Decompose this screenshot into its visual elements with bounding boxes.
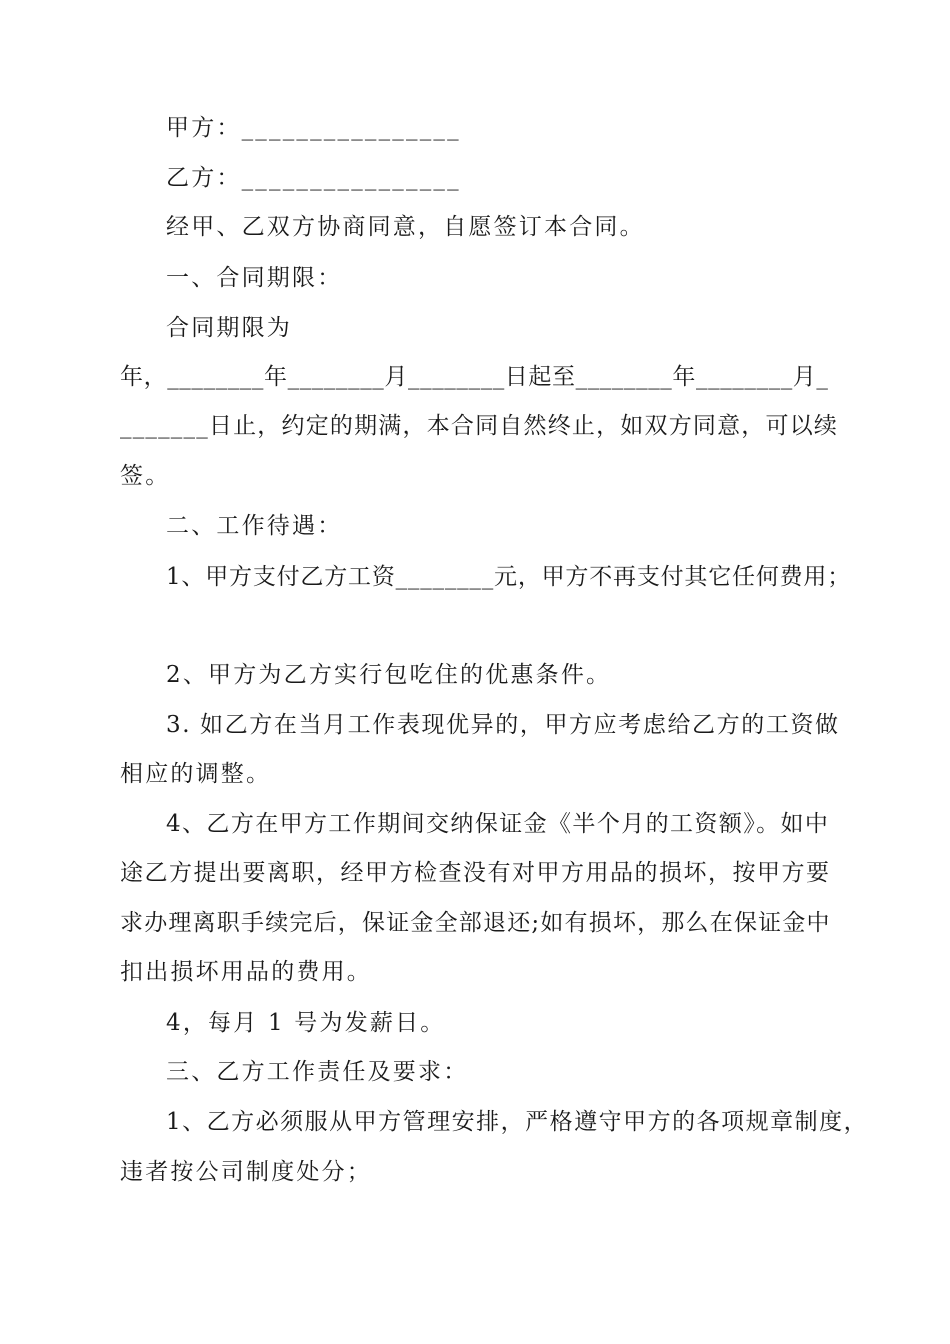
section-3-heading: 三、乙方工作责任及要求： bbox=[166, 1059, 469, 1085]
contract-term-end: _______日止，约定的期满，本合同自然终止，如双方同意，可以续 bbox=[120, 413, 839, 439]
contract-term-label: 合同期限为 bbox=[166, 315, 292, 341]
deposit-clause-line-4: 扣出损坏用品的费用。 bbox=[120, 959, 372, 985]
party-b-line: 乙方：________________ bbox=[166, 165, 461, 191]
section-2-heading: 二、工作待遇： bbox=[166, 513, 343, 539]
deposit-clause-line-1: 4、乙方在甲方工作期间交纳保证金《半个月的工资额》。如中 bbox=[166, 811, 830, 837]
duty-clause-line-1: 1、乙方必须服从甲方管理安排，严格遵守甲方的各项规章制度， bbox=[166, 1109, 869, 1135]
contract-term-dates: 年，________年________月________日起至________年________月_ bbox=[120, 364, 829, 390]
agreement-intro: 经甲、乙双方协商同意，自愿签订本合同。 bbox=[166, 214, 645, 240]
section-1-heading: 一、合同期限： bbox=[166, 265, 343, 291]
bonus-clause-line-1: 3. 如乙方在当月工作表现优异的，甲方应考虑给乙方的工资做 bbox=[166, 712, 840, 738]
wage-clause: 1、甲方支付乙方工资________元，甲方不再支付其它任何费用； bbox=[166, 564, 852, 590]
deposit-clause-line-2: 途乙方提出要离职，经甲方检查没有对甲方用品的损坏，按甲方要 bbox=[120, 860, 831, 886]
payday-clause: 4，每月 1 号为发薪日。 bbox=[166, 1010, 446, 1036]
deposit-clause-line-3: 求办理离职手续完后，保证金全部退还;如有损坏，那么在保证金中 bbox=[120, 910, 831, 936]
board-clause: 2、甲方为乙方实行包吃住的优惠条件。 bbox=[166, 662, 612, 688]
bonus-clause-line-2: 相应的调整。 bbox=[120, 761, 272, 787]
contract-term-renewal: 签。 bbox=[120, 463, 171, 489]
duty-clause-line-2: 违者按公司制度处分； bbox=[120, 1159, 372, 1185]
party-a-line: 甲方：________________ bbox=[166, 115, 461, 141]
